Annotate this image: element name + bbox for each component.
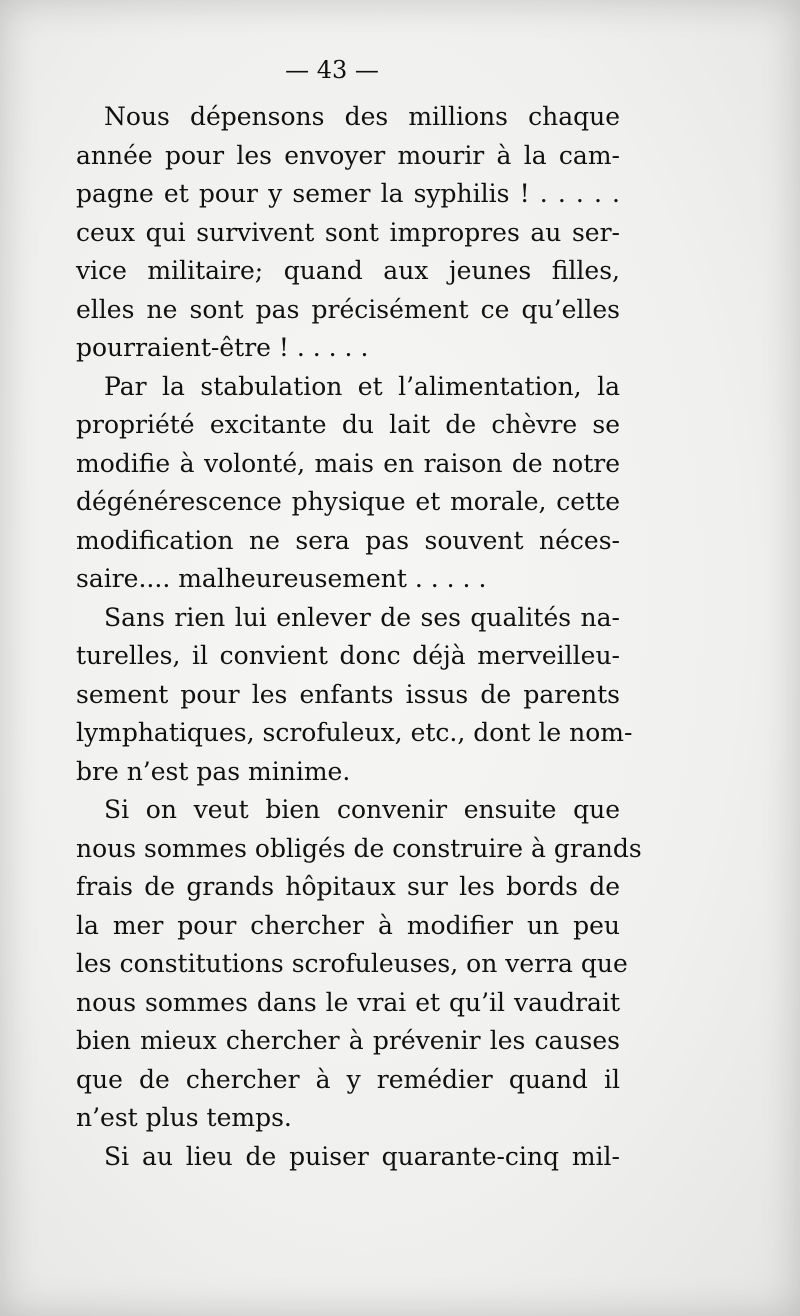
text-line: n’est plus temps. [76,1103,292,1132]
text-line: bre n’est pas minime. [76,756,351,786]
body-text [76,98,642,1176]
text-line: nous sommes obligés de construire à grands [76,833,642,863]
text-line: Si on veut bien convenir ensuite que [104,795,620,824]
text-line: propriété excitante du lait de chèvre se [76,410,620,439]
text-line: lymphatiques, scrofuleux, etc., dont le nom- [76,718,633,747]
text-line: dégénérescence physique et morale, cette [76,487,620,516]
text-line: que de chercher à y remédier quand il [76,1064,620,1094]
text-line: turelles, il convient donc déjà merveilleu- [76,641,620,670]
text-line: Si au lieu de puiser quarante-cinq mil- [104,1141,620,1171]
text-line: année pour les envoyer mourir à la cam- [76,140,620,170]
text-line: saire.... malheureusement . . . . . [76,564,487,593]
text-line: frais de grands hôpitaux sur les bords de [76,872,620,901]
text-line: Sans rien lui enlever de ses qualités na- [104,602,620,632]
text-line: modification ne sera pas souvent néces- [76,525,620,555]
text-line: nous sommes dans le vrai et qu’il vaudrait [76,987,620,1017]
text-line: bien mieux chercher à prévenir les causes [76,1026,620,1055]
text-line: la mer pour chercher à modifier un peu [76,910,620,940]
text-line: Par la stabulation et l’alimentation, la [104,371,620,401]
text-line: les constitutions scrofuleuses, on verra que [76,949,628,978]
page-number: — 43 — [285,56,379,84]
text-line: pourraient-être ! . . . . . [76,333,369,362]
text-line: sement pour les enfants issus de parents [76,679,620,709]
text-line: pagne et pour y semer la syphilis ! . . . . . [76,179,620,208]
text-line: vice militaire; quand aux jeunes filles, [76,256,620,285]
text-line: ceux qui survivent sont impropres au ser- [76,217,620,247]
text-line: elles ne sont pas précisément ce qu’elles [76,294,620,324]
text-line: Nous dépensons des millions chaque [104,102,620,131]
text-line: modifie à volonté, mais en raison de notre [76,448,620,478]
